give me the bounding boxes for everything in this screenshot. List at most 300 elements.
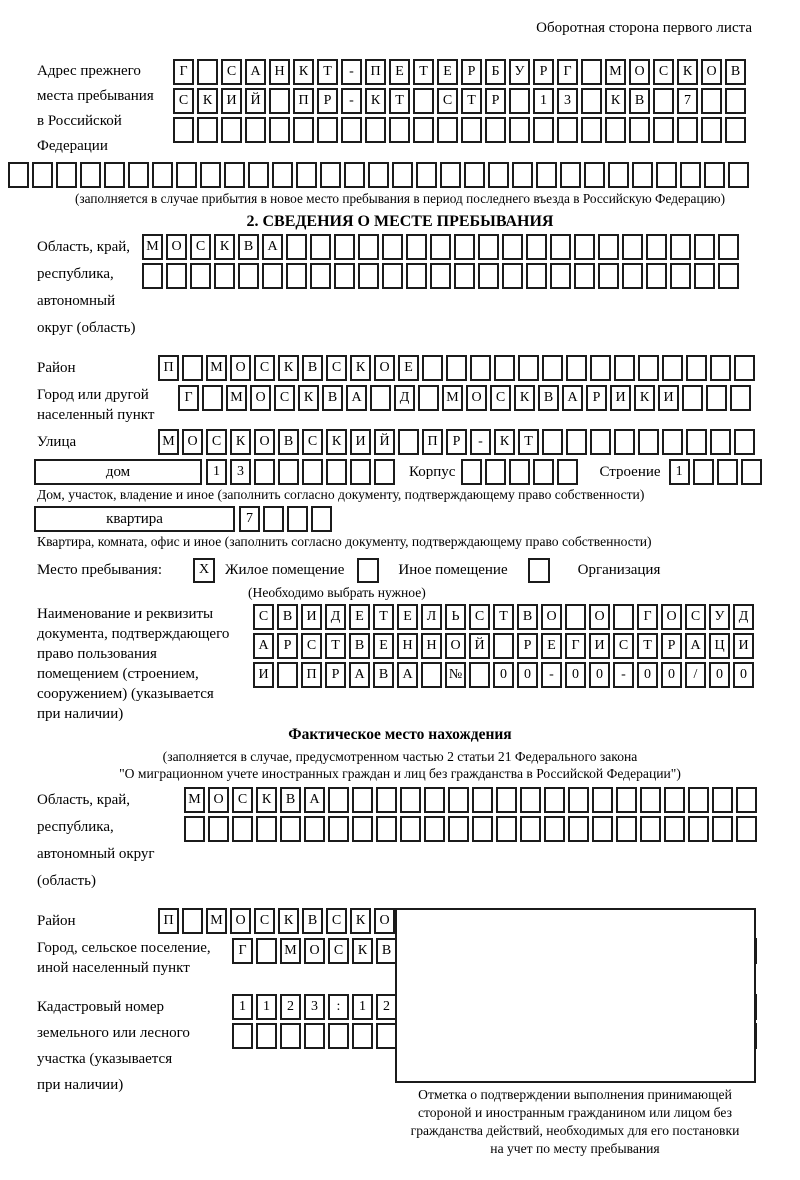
char-cell[interactable] [496, 787, 517, 813]
char-cell[interactable]: Б [485, 59, 506, 85]
char-cell[interactable] [376, 1023, 397, 1049]
char-cell[interactable] [502, 234, 523, 260]
char-cell[interactable] [430, 234, 451, 260]
char-cell[interactable] [448, 816, 469, 842]
char-cell[interactable] [128, 162, 149, 188]
char-cell[interactable] [269, 117, 290, 143]
char-cell[interactable] [472, 787, 493, 813]
char-cell[interactable] [263, 506, 284, 532]
char-cell[interactable]: Д [733, 604, 754, 630]
char-cell[interactable] [382, 263, 403, 289]
char-cell[interactable] [413, 88, 434, 114]
char-cell[interactable] [694, 263, 715, 289]
char-cell[interactable]: Т [389, 88, 410, 114]
char-cell[interactable] [56, 162, 77, 188]
char-cell[interactable] [286, 263, 307, 289]
char-cell[interactable] [509, 88, 530, 114]
char-cell[interactable] [190, 263, 211, 289]
char-cell[interactable]: К [293, 59, 314, 85]
char-cell[interactable]: Т [317, 59, 338, 85]
char-cell[interactable] [640, 816, 661, 842]
char-cell[interactable] [334, 234, 355, 260]
char-cell[interactable]: С [221, 59, 242, 85]
char-cell[interactable]: Г [637, 604, 658, 630]
char-cell[interactable]: С [232, 787, 253, 813]
char-cell[interactable] [736, 787, 757, 813]
char-cell[interactable]: В [302, 355, 323, 381]
char-cell[interactable]: С [326, 908, 347, 934]
char-cell[interactable]: О [589, 604, 610, 630]
checkbox-organization[interactable] [528, 558, 550, 583]
char-cell[interactable]: К [278, 355, 299, 381]
char-cell[interactable]: К [256, 787, 277, 813]
char-cell[interactable]: Р [485, 88, 506, 114]
char-cell[interactable] [370, 385, 391, 411]
char-cell[interactable] [622, 263, 643, 289]
char-cell[interactable]: А [346, 385, 367, 411]
char-cell[interactable] [728, 162, 749, 188]
char-cell[interactable] [688, 787, 709, 813]
char-cell[interactable] [469, 662, 490, 688]
char-cell[interactable]: У [509, 59, 530, 85]
char-cell[interactable]: К [514, 385, 535, 411]
char-cell[interactable]: С [613, 633, 634, 659]
char-cell[interactable] [376, 787, 397, 813]
char-cell[interactable] [470, 355, 491, 381]
char-cell[interactable] [520, 816, 541, 842]
char-cell[interactable] [406, 234, 427, 260]
char-cell[interactable] [670, 263, 691, 289]
char-cell[interactable]: Т [413, 59, 434, 85]
char-cell[interactable] [202, 385, 223, 411]
char-cell[interactable] [352, 1023, 373, 1049]
char-cell[interactable] [358, 234, 379, 260]
char-cell[interactable]: Т [373, 604, 394, 630]
char-cell[interactable]: Р [446, 429, 467, 455]
char-cell[interactable] [677, 117, 698, 143]
char-cell[interactable]: О [230, 355, 251, 381]
char-cell[interactable] [224, 162, 245, 188]
char-cell[interactable] [287, 506, 308, 532]
char-cell[interactable] [166, 263, 187, 289]
char-cell[interactable]: Е [397, 604, 418, 630]
char-cell[interactable]: О [466, 385, 487, 411]
char-cell[interactable] [640, 787, 661, 813]
char-cell[interactable] [542, 355, 563, 381]
char-cell[interactable]: / [685, 662, 706, 688]
char-cell[interactable]: К [326, 429, 347, 455]
char-cell[interactable] [272, 162, 293, 188]
char-cell[interactable] [616, 816, 637, 842]
char-cell[interactable] [653, 88, 674, 114]
char-cell[interactable]: О [629, 59, 650, 85]
char-cell[interactable]: 0 [517, 662, 538, 688]
char-cell[interactable] [734, 355, 755, 381]
char-cell[interactable]: П [365, 59, 386, 85]
char-cell[interactable] [725, 88, 746, 114]
char-cell[interactable] [493, 633, 514, 659]
char-cell[interactable] [254, 459, 275, 485]
char-cell[interactable] [536, 162, 557, 188]
char-cell[interactable] [278, 459, 299, 485]
char-cell[interactable]: В [238, 234, 259, 260]
char-cell[interactable] [712, 816, 733, 842]
char-cell[interactable] [544, 816, 565, 842]
char-cell[interactable] [662, 429, 683, 455]
char-cell[interactable]: В [725, 59, 746, 85]
char-cell[interactable]: А [685, 633, 706, 659]
char-cell[interactable]: С [490, 385, 511, 411]
char-cell[interactable] [446, 355, 467, 381]
char-cell[interactable]: О [250, 385, 271, 411]
char-cell[interactable]: Л [421, 604, 442, 630]
char-cell[interactable] [557, 459, 578, 485]
char-cell[interactable] [622, 234, 643, 260]
char-cell[interactable]: Е [373, 633, 394, 659]
char-cell[interactable]: - [341, 88, 362, 114]
char-cell[interactable]: М [442, 385, 463, 411]
char-cell[interactable]: Е [541, 633, 562, 659]
char-cell[interactable] [550, 234, 571, 260]
char-cell[interactable] [238, 263, 259, 289]
char-cell[interactable] [104, 162, 125, 188]
char-cell[interactable]: К [197, 88, 218, 114]
char-cell[interactable] [581, 117, 602, 143]
char-cell[interactable]: В [373, 662, 394, 688]
char-cell[interactable]: Р [517, 633, 538, 659]
char-cell[interactable]: - [470, 429, 491, 455]
char-cell[interactable] [544, 787, 565, 813]
char-cell[interactable]: 3 [304, 994, 325, 1020]
char-cell[interactable]: О [541, 604, 562, 630]
char-cell[interactable] [197, 59, 218, 85]
char-cell[interactable]: П [158, 355, 179, 381]
char-cell[interactable] [400, 816, 421, 842]
char-cell[interactable] [184, 816, 205, 842]
char-cell[interactable]: А [245, 59, 266, 85]
char-cell[interactable] [472, 816, 493, 842]
char-cell[interactable] [590, 429, 611, 455]
char-cell[interactable] [730, 385, 751, 411]
char-cell[interactable]: С [190, 234, 211, 260]
char-cell[interactable]: В [277, 604, 298, 630]
char-cell[interactable] [592, 816, 613, 842]
char-cell[interactable]: И [658, 385, 679, 411]
char-cell[interactable] [368, 162, 389, 188]
char-cell[interactable] [568, 816, 589, 842]
char-cell[interactable] [664, 816, 685, 842]
char-cell[interactable] [214, 263, 235, 289]
char-cell[interactable]: С [173, 88, 194, 114]
char-cell[interactable] [352, 816, 373, 842]
char-cell[interactable]: С [326, 355, 347, 381]
char-cell[interactable] [710, 355, 731, 381]
char-cell[interactable] [208, 816, 229, 842]
char-cell[interactable] [496, 816, 517, 842]
char-cell[interactable]: Р [461, 59, 482, 85]
char-cell[interactable]: 3 [557, 88, 578, 114]
char-cell[interactable] [584, 162, 605, 188]
char-cell[interactable] [632, 162, 653, 188]
char-cell[interactable] [646, 263, 667, 289]
char-cell[interactable]: Й [469, 633, 490, 659]
char-cell[interactable]: М [280, 938, 301, 964]
char-cell[interactable]: Т [518, 429, 539, 455]
char-cell[interactable]: О [208, 787, 229, 813]
char-cell[interactable] [686, 429, 707, 455]
char-cell[interactable] [533, 459, 554, 485]
char-cell[interactable]: 7 [677, 88, 698, 114]
char-cell[interactable]: Й [245, 88, 266, 114]
char-cell[interactable]: 0 [637, 662, 658, 688]
char-cell[interactable] [656, 162, 677, 188]
char-cell[interactable] [701, 117, 722, 143]
char-cell[interactable] [296, 162, 317, 188]
char-cell[interactable] [638, 355, 659, 381]
char-cell[interactable]: 1 [206, 459, 227, 485]
char-cell[interactable]: В [280, 787, 301, 813]
char-cell[interactable]: Т [637, 633, 658, 659]
char-cell[interactable] [478, 234, 499, 260]
char-cell[interactable] [718, 234, 739, 260]
char-cell[interactable] [32, 162, 53, 188]
char-cell[interactable]: : [328, 994, 349, 1020]
char-cell[interactable] [712, 787, 733, 813]
char-cell[interactable]: О [182, 429, 203, 455]
char-cell[interactable]: - [541, 662, 562, 688]
char-cell[interactable]: М [184, 787, 205, 813]
char-cell[interactable] [269, 88, 290, 114]
char-cell[interactable]: М [226, 385, 247, 411]
char-cell[interactable]: С [328, 938, 349, 964]
char-cell[interactable]: Г [565, 633, 586, 659]
char-cell[interactable]: К [278, 908, 299, 934]
char-cell[interactable] [608, 162, 629, 188]
char-cell[interactable] [542, 429, 563, 455]
char-cell[interactable] [502, 263, 523, 289]
char-cell[interactable]: 0 [493, 662, 514, 688]
char-cell[interactable]: П [293, 88, 314, 114]
char-cell[interactable]: В [278, 429, 299, 455]
char-cell[interactable]: К [677, 59, 698, 85]
char-cell[interactable]: С [469, 604, 490, 630]
char-cell[interactable] [334, 263, 355, 289]
char-cell[interactable]: С [437, 88, 458, 114]
char-cell[interactable] [197, 117, 218, 143]
char-cell[interactable] [718, 263, 739, 289]
char-cell[interactable] [454, 234, 475, 260]
char-cell[interactable] [590, 355, 611, 381]
char-cell[interactable]: Ь [445, 604, 466, 630]
char-cell[interactable] [173, 117, 194, 143]
char-cell[interactable]: О [230, 908, 251, 934]
char-cell[interactable]: К [230, 429, 251, 455]
char-cell[interactable]: М [142, 234, 163, 260]
char-cell[interactable] [680, 162, 701, 188]
char-cell[interactable] [592, 787, 613, 813]
char-cell[interactable] [365, 117, 386, 143]
char-cell[interactable]: С [206, 429, 227, 455]
char-cell[interactable]: Р [325, 662, 346, 688]
char-cell[interactable]: Е [349, 604, 370, 630]
char-cell[interactable]: С [685, 604, 706, 630]
char-cell[interactable] [302, 459, 323, 485]
char-cell[interactable]: А [562, 385, 583, 411]
char-cell[interactable] [512, 162, 533, 188]
char-cell[interactable]: К [298, 385, 319, 411]
char-cell[interactable] [693, 459, 714, 485]
char-cell[interactable] [629, 117, 650, 143]
char-cell[interactable] [526, 234, 547, 260]
char-cell[interactable] [182, 355, 203, 381]
char-cell[interactable]: К [634, 385, 655, 411]
char-cell[interactable]: М [206, 908, 227, 934]
char-cell[interactable]: 1 [256, 994, 277, 1020]
char-cell[interactable]: В [302, 908, 323, 934]
char-cell[interactable]: 3 [230, 459, 251, 485]
char-cell[interactable] [286, 234, 307, 260]
char-cell[interactable] [256, 938, 277, 964]
char-cell[interactable]: К [350, 355, 371, 381]
char-cell[interactable]: 0 [589, 662, 610, 688]
char-cell[interactable] [461, 459, 482, 485]
char-cell[interactable] [376, 816, 397, 842]
char-cell[interactable] [485, 117, 506, 143]
char-cell[interactable] [277, 662, 298, 688]
char-cell[interactable] [310, 234, 331, 260]
char-cell[interactable] [280, 816, 301, 842]
char-cell[interactable] [662, 355, 683, 381]
char-cell[interactable] [581, 88, 602, 114]
char-cell[interactable] [734, 429, 755, 455]
char-cell[interactable]: 1 [232, 994, 253, 1020]
char-cell[interactable]: С [253, 604, 274, 630]
char-cell[interactable]: 0 [733, 662, 754, 688]
char-cell[interactable] [670, 234, 691, 260]
char-cell[interactable] [688, 816, 709, 842]
char-cell[interactable] [406, 263, 427, 289]
char-cell[interactable]: В [517, 604, 538, 630]
char-cell[interactable] [613, 604, 634, 630]
char-cell[interactable]: В [538, 385, 559, 411]
char-cell[interactable] [485, 459, 506, 485]
char-cell[interactable]: Г [173, 59, 194, 85]
char-cell[interactable] [437, 117, 458, 143]
char-cell[interactable]: Р [661, 633, 682, 659]
char-cell[interactable] [478, 263, 499, 289]
char-cell[interactable] [614, 355, 635, 381]
char-cell[interactable] [317, 117, 338, 143]
char-cell[interactable]: 7 [239, 506, 260, 532]
char-cell[interactable] [574, 263, 595, 289]
char-cell[interactable] [704, 162, 725, 188]
char-cell[interactable]: П [301, 662, 322, 688]
char-cell[interactable] [256, 1023, 277, 1049]
char-cell[interactable]: К [350, 908, 371, 934]
char-cell[interactable]: 2 [280, 994, 301, 1020]
char-cell[interactable] [400, 787, 421, 813]
char-cell[interactable] [304, 1023, 325, 1049]
char-cell[interactable]: В [322, 385, 343, 411]
char-cell[interactable] [598, 263, 619, 289]
char-cell[interactable] [717, 459, 738, 485]
char-cell[interactable]: И [301, 604, 322, 630]
char-cell[interactable] [550, 263, 571, 289]
char-cell[interactable]: А [304, 787, 325, 813]
char-cell[interactable] [509, 117, 530, 143]
char-cell[interactable]: 1 [533, 88, 554, 114]
char-cell[interactable] [424, 816, 445, 842]
char-cell[interactable]: И [733, 633, 754, 659]
char-cell[interactable]: К [494, 429, 515, 455]
char-cell[interactable]: П [422, 429, 443, 455]
char-cell[interactable] [326, 459, 347, 485]
char-cell[interactable] [328, 1023, 349, 1049]
char-cell[interactable]: А [253, 633, 274, 659]
char-cell[interactable] [422, 355, 443, 381]
char-cell[interactable] [262, 263, 283, 289]
char-cell[interactable]: П [158, 908, 179, 934]
char-cell[interactable]: М [206, 355, 227, 381]
char-cell[interactable] [664, 787, 685, 813]
char-cell[interactable] [232, 816, 253, 842]
char-cell[interactable] [701, 88, 722, 114]
char-cell[interactable]: Р [586, 385, 607, 411]
char-cell[interactable] [142, 263, 163, 289]
char-cell[interactable] [614, 429, 635, 455]
char-cell[interactable] [686, 355, 707, 381]
char-cell[interactable] [389, 117, 410, 143]
char-cell[interactable]: Г [178, 385, 199, 411]
char-cell[interactable]: Н [269, 59, 290, 85]
char-cell[interactable]: В [376, 938, 397, 964]
char-cell[interactable]: 1 [352, 994, 373, 1020]
char-cell[interactable]: Т [461, 88, 482, 114]
char-cell[interactable]: Н [421, 633, 442, 659]
char-cell[interactable] [574, 234, 595, 260]
char-cell[interactable]: И [221, 88, 242, 114]
char-cell[interactable]: М [605, 59, 626, 85]
char-cell[interactable] [328, 787, 349, 813]
char-cell[interactable] [440, 162, 461, 188]
char-cell[interactable] [448, 787, 469, 813]
char-cell[interactable] [256, 816, 277, 842]
char-cell[interactable]: В [349, 633, 370, 659]
char-cell[interactable] [488, 162, 509, 188]
char-cell[interactable]: С [254, 355, 275, 381]
char-cell[interactable] [682, 385, 703, 411]
char-cell[interactable]: О [304, 938, 325, 964]
char-cell[interactable] [320, 162, 341, 188]
char-cell[interactable]: С [302, 429, 323, 455]
char-cell[interactable] [706, 385, 727, 411]
char-cell[interactable] [374, 459, 395, 485]
char-cell[interactable]: Т [325, 633, 346, 659]
char-cell[interactable]: Н [397, 633, 418, 659]
checkbox-residential[interactable]: X [193, 558, 215, 583]
char-cell[interactable] [176, 162, 197, 188]
char-cell[interactable] [398, 429, 419, 455]
char-cell[interactable] [560, 162, 581, 188]
char-cell[interactable]: С [254, 908, 275, 934]
char-cell[interactable]: - [613, 662, 634, 688]
char-cell[interactable]: У [709, 604, 730, 630]
char-cell[interactable] [341, 117, 362, 143]
char-cell[interactable]: С [653, 59, 674, 85]
char-cell[interactable]: А [262, 234, 283, 260]
char-cell[interactable] [741, 459, 762, 485]
char-cell[interactable] [344, 162, 365, 188]
